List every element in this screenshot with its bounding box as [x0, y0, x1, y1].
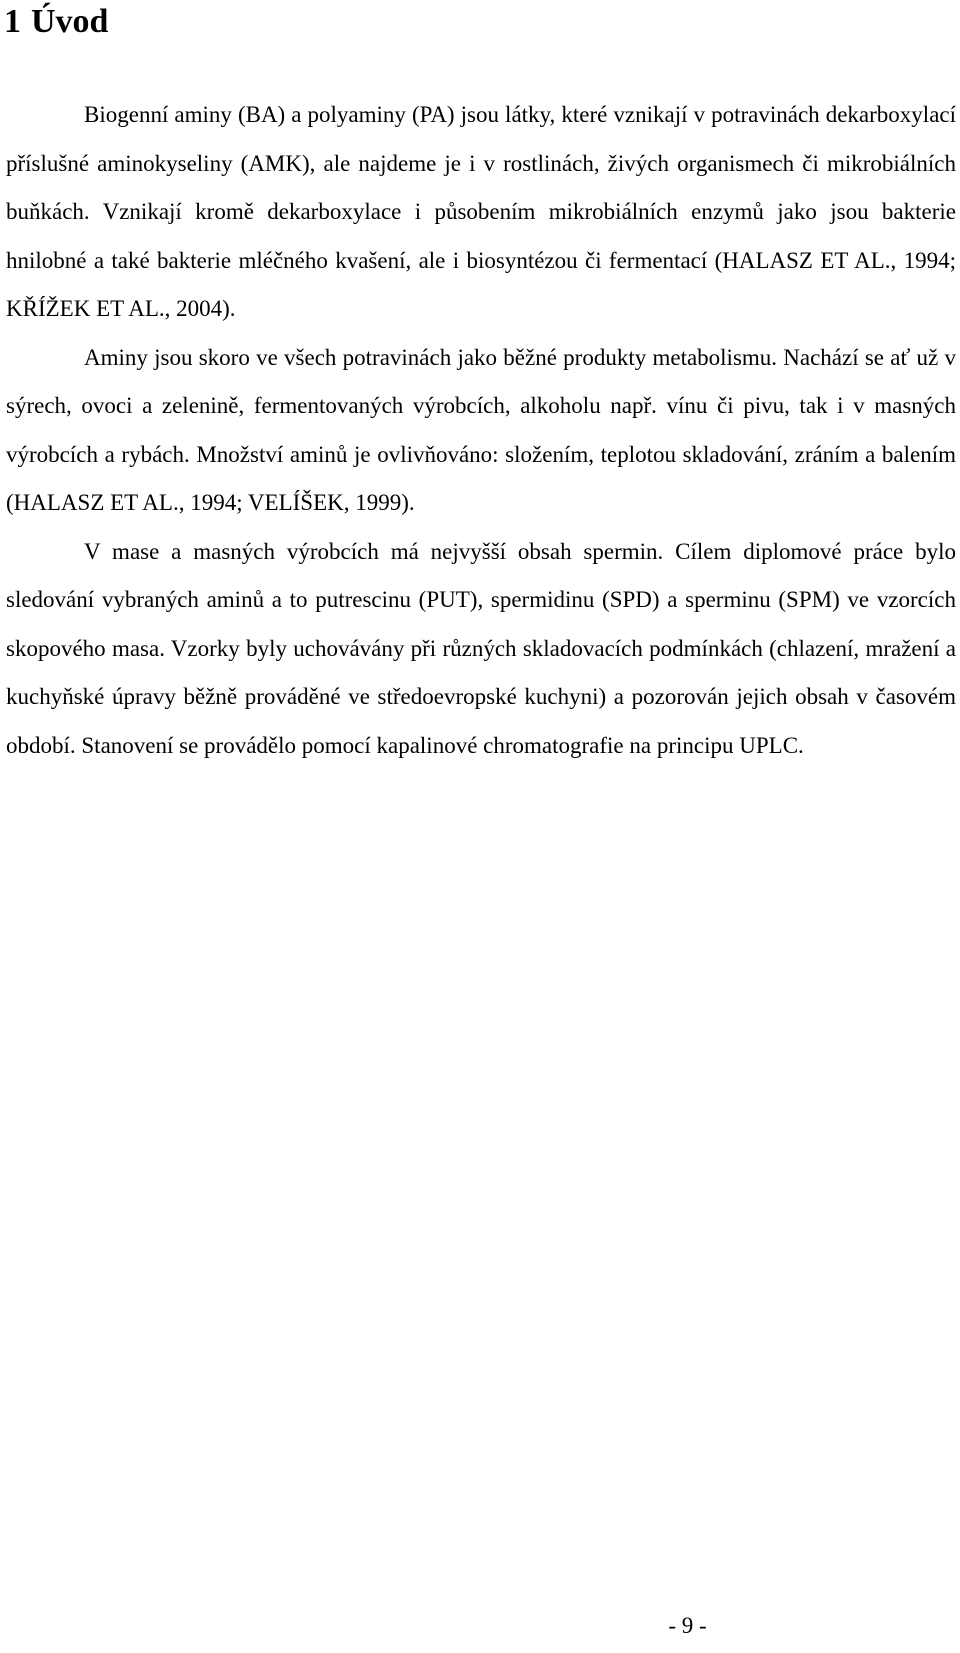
page-footer	[0, 1611, 960, 1641]
section-heading	[4, 0, 108, 44]
paragraph-intro: Biogenní aminy (BA) a polyaminy (PA) jsou látky, které vznikají v potravinách dekarboxylací příslušné aminokyseliny (AMK), ale najdeme je i v rostlinách, živých organismech či mikrobiálních buňkách. Vznikají kromě dekarboxylace i působením mikrobiálních enzymů jako jsou bakterie hnilobné a také bakterie mléčného kvašení, ale i biosyntézou či fermentací (HALASZ ET AL., 1994; KŘÍŽEK ET AL., 2004).	[6, 102, 956, 321]
page-number: - 9 -	[668, 1613, 707, 1638]
section-body	[6, 91, 956, 770]
paragraph-occurrence: Aminy jsou skoro ve všech potravinách jako běžné produkty metabolismu. Nachází se ať už v sýrech, ovoci a zelenině, fermentovaných výrobcích, alkoholu např. vínu či pivu, tak i v masných výrobcích a rybách. Množství aminů je ovlivňováno: složením, teplotou skladování, zráním a balením (HALASZ ET AL., 1994; VELÍŠEK, 1999).	[6, 344, 956, 515]
section-number: 1	[4, 3, 21, 40]
section-title: Úvod	[31, 3, 109, 40]
paragraph-aim: V mase a masných výrobcích má nejvyšší obsah spermin. Cílem diplomové práce bylo sledování vybraných aminů a to putrescinu (PUT), spermidinu (SPD) a sperminu (SPM) ve vzorcích skopového masa. Vzorky byly uchovávány při různých skladovacích podmínkách (chlazení, mražení a kuchyňské úpravy běžně prováděné ve středoevropské kuchyni) a pozorován jejich obsah v časovém období. Stanovení se provádělo pomocí kapalinové chromatografie na principu UPLC.	[6, 538, 956, 758]
